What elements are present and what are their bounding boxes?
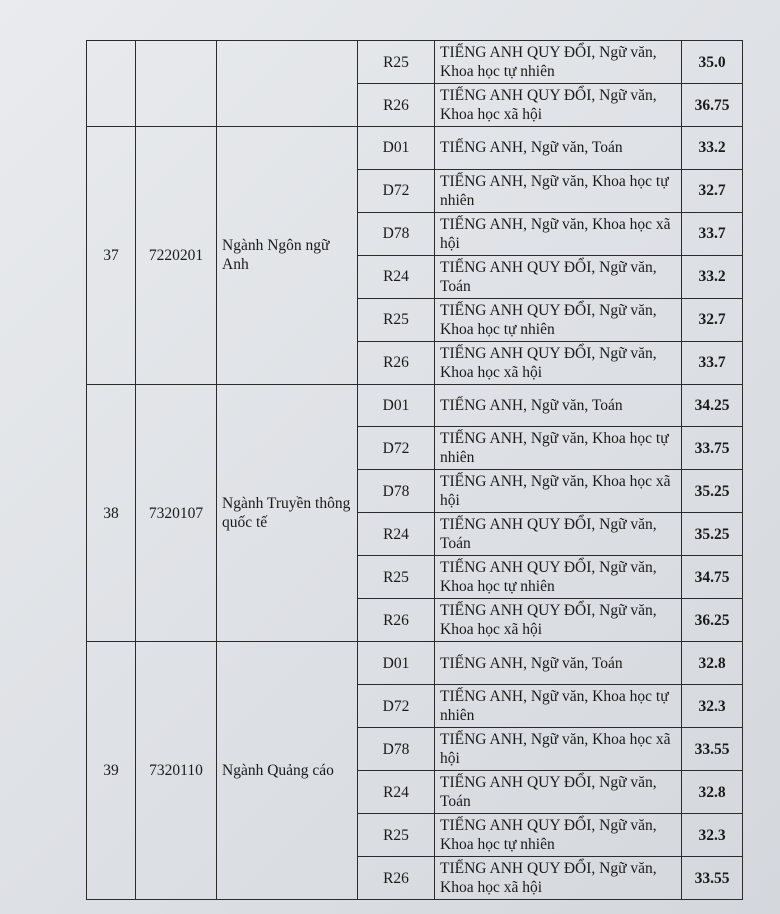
- score-cell: 32.7: [682, 169, 743, 212]
- subjects-cell: TIẾNG ANH, Ngữ văn, Toán: [435, 127, 682, 170]
- major-code-cell: 7320110: [136, 642, 217, 900]
- subjects-cell: TIẾNG ANH, Ngữ văn, Khoa học xã hội: [435, 470, 682, 513]
- subjects-cell: TIẾNG ANH QUY ĐỔI, Ngữ văn, Toán: [435, 771, 682, 814]
- score-cell: 32.3: [682, 814, 743, 857]
- combo-code-cell: D78: [358, 212, 435, 255]
- combo-code-cell: R26: [358, 341, 435, 384]
- stt-cell: 37: [87, 127, 136, 385]
- combo-code-cell: D72: [358, 169, 435, 212]
- stt-cell: 38: [87, 384, 136, 642]
- score-cell: 34.25: [682, 384, 743, 427]
- score-cell: 33.55: [682, 728, 743, 771]
- subjects-cell: TIẾNG ANH QUY ĐỔI, Ngữ văn, Khoa học tự nhiên: [435, 298, 682, 341]
- subjects-cell: TIẾNG ANH QUY ĐỔI, Ngữ văn, Khoa học tự nhiên: [435, 556, 682, 599]
- subjects-cell: TIẾNG ANH, Ngữ văn, Khoa học xã hội: [435, 728, 682, 771]
- score-cell: 35.25: [682, 470, 743, 513]
- score-cell: 32.3: [682, 685, 743, 728]
- subjects-cell: TIẾNG ANH QUY ĐỔI, Ngữ văn, Khoa học xã hội: [435, 84, 682, 127]
- score-cell: 32.8: [682, 771, 743, 814]
- stt-cell: 39: [87, 642, 136, 900]
- table-row: [87, 41, 743, 84]
- combo-code-cell: D01: [358, 384, 435, 427]
- combo-code-cell: R26: [358, 84, 435, 127]
- combo-code-cell: D78: [358, 470, 435, 513]
- major-name-cell: [217, 41, 358, 127]
- major-code-cell: 7320107: [136, 384, 217, 642]
- subjects-cell: TIẾNG ANH QUY ĐỔI, Ngữ văn, Khoa học tự nhiên: [435, 41, 682, 84]
- score-cell: 32.7: [682, 298, 743, 341]
- subjects-cell: TIẾNG ANH, Ngữ văn, Toán: [435, 384, 682, 427]
- subjects-cell: TIẾNG ANH, Ngữ văn, Khoa học tự nhiên: [435, 685, 682, 728]
- score-table: [86, 40, 743, 900]
- combo-code-cell: D01: [358, 127, 435, 170]
- subjects-cell: TIẾNG ANH QUY ĐỔI, Ngữ văn, Khoa học xã hội: [435, 341, 682, 384]
- subjects-cell: TIẾNG ANH QUY ĐỔI, Ngữ văn, Toán: [435, 255, 682, 298]
- combo-code-cell: D72: [358, 685, 435, 728]
- major-name-cell: Ngành Truyền thông quốc tế: [217, 384, 358, 642]
- table-row: [87, 384, 743, 427]
- subjects-cell: TIẾNG ANH, Ngữ văn, Toán: [435, 642, 682, 685]
- subjects-cell: TIẾNG ANH QUY ĐỔI, Ngữ văn, Khoa học tự nhiên: [435, 814, 682, 857]
- table-row: [87, 642, 743, 685]
- score-cell: 32.8: [682, 642, 743, 685]
- combo-code-cell: R25: [358, 814, 435, 857]
- combo-code-cell: D78: [358, 728, 435, 771]
- score-cell: 33.2: [682, 127, 743, 170]
- subjects-cell: TIẾNG ANH QUY ĐỔI, Ngữ văn, Khoa học xã hội: [435, 599, 682, 642]
- combo-code-cell: D01: [358, 642, 435, 685]
- subjects-cell: TIẾNG ANH QUY ĐỔI, Ngữ văn, Khoa học xã hội: [435, 857, 682, 900]
- major-name-cell: Ngành Quảng cáo: [217, 642, 358, 900]
- combo-code-cell: R25: [358, 556, 435, 599]
- score-cell: 33.7: [682, 212, 743, 255]
- combo-code-cell: R26: [358, 599, 435, 642]
- combo-code-cell: R25: [358, 41, 435, 84]
- combo-code-cell: R25: [358, 298, 435, 341]
- admission-score-sheet: [86, 40, 743, 900]
- subjects-cell: TIẾNG ANH, Ngữ văn, Khoa học xã hội: [435, 212, 682, 255]
- score-cell: 33.2: [682, 255, 743, 298]
- score-cell: 35.25: [682, 513, 743, 556]
- subjects-cell: TIẾNG ANH QUY ĐỔI, Ngữ văn, Toán: [435, 513, 682, 556]
- major-code-cell: 7220201: [136, 127, 217, 385]
- score-cell: 33.75: [682, 427, 743, 470]
- stt-cell: [87, 41, 136, 127]
- combo-code-cell: R24: [358, 771, 435, 814]
- score-table-body: [87, 41, 743, 900]
- major-name-cell: Ngành Ngôn ngữ Anh: [217, 127, 358, 385]
- score-cell: 33.55: [682, 857, 743, 900]
- subjects-cell: TIẾNG ANH, Ngữ văn, Khoa học tự nhiên: [435, 169, 682, 212]
- combo-code-cell: R24: [358, 255, 435, 298]
- major-code-cell: [136, 41, 217, 127]
- table-row: [87, 127, 743, 170]
- score-cell: 34.75: [682, 556, 743, 599]
- score-cell: 36.75: [682, 84, 743, 127]
- combo-code-cell: R26: [358, 857, 435, 900]
- score-cell: 33.7: [682, 341, 743, 384]
- combo-code-cell: R24: [358, 513, 435, 556]
- score-cell: 35.0: [682, 41, 743, 84]
- score-cell: 36.25: [682, 599, 743, 642]
- combo-code-cell: D72: [358, 427, 435, 470]
- subjects-cell: TIẾNG ANH, Ngữ văn, Khoa học tự nhiên: [435, 427, 682, 470]
